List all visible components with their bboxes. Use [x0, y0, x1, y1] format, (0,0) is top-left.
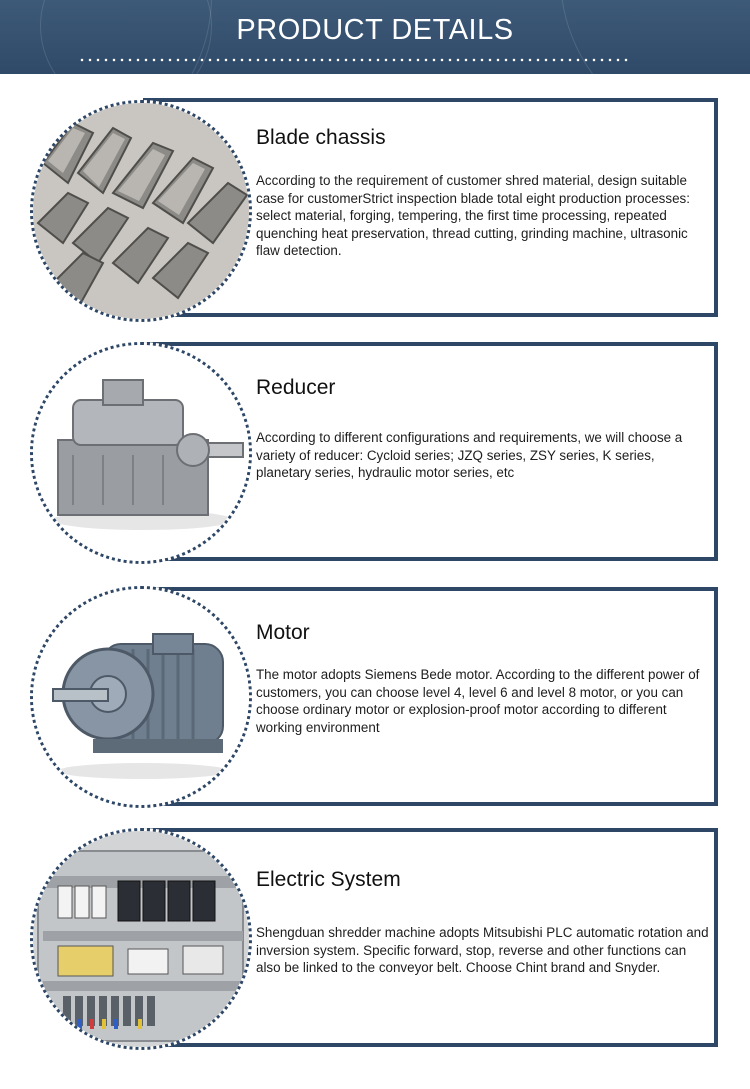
blade-chassis-photo — [30, 100, 252, 322]
section-title: Electric System — [256, 868, 401, 891]
section-description: Shengduan shredder machine adopts Mitsubishi PLC automatic rotation and inversion system. Specific forward, stop, reverse and other functions can also be linked to the conveyor belt. Choose Chint brand and Snyder. — [256, 925, 709, 975]
electric-cabinet-photo — [30, 828, 252, 1050]
page-title: PRODUCT DETAILS — [236, 14, 514, 46]
section-title: Blade chassis — [256, 126, 386, 149]
section-title: Reducer — [256, 376, 336, 399]
reducer-photo — [30, 342, 252, 564]
motor-photo — [30, 586, 252, 808]
section-description: According to different configurations and requirements, we will choose a variety of reducer: Cycloid series; JZQ series, ZSY series, K series, planetary series, hydraulic motor series, etc — [256, 430, 683, 480]
header-banner — [0, 0, 750, 74]
section-title: Motor — [256, 621, 310, 644]
section-description: According to the requirement of customer shred material, design suitable case for customerStrict inspection blade total eight production processes: select material, forging, tempering, the first time processing, repeated quenching heat preservation, thread cutting, grinding machine, ultrasonic flaw detection. — [256, 173, 690, 258]
header-dotted-divider — [78, 58, 628, 62]
section-description: The motor adopts Siemens Bede motor. According to the different power of customers, you can choose level 4, level 6 and level 8 motor, or you can choose ordinary motor or explosion-proof motor according to different working environment — [256, 667, 700, 735]
